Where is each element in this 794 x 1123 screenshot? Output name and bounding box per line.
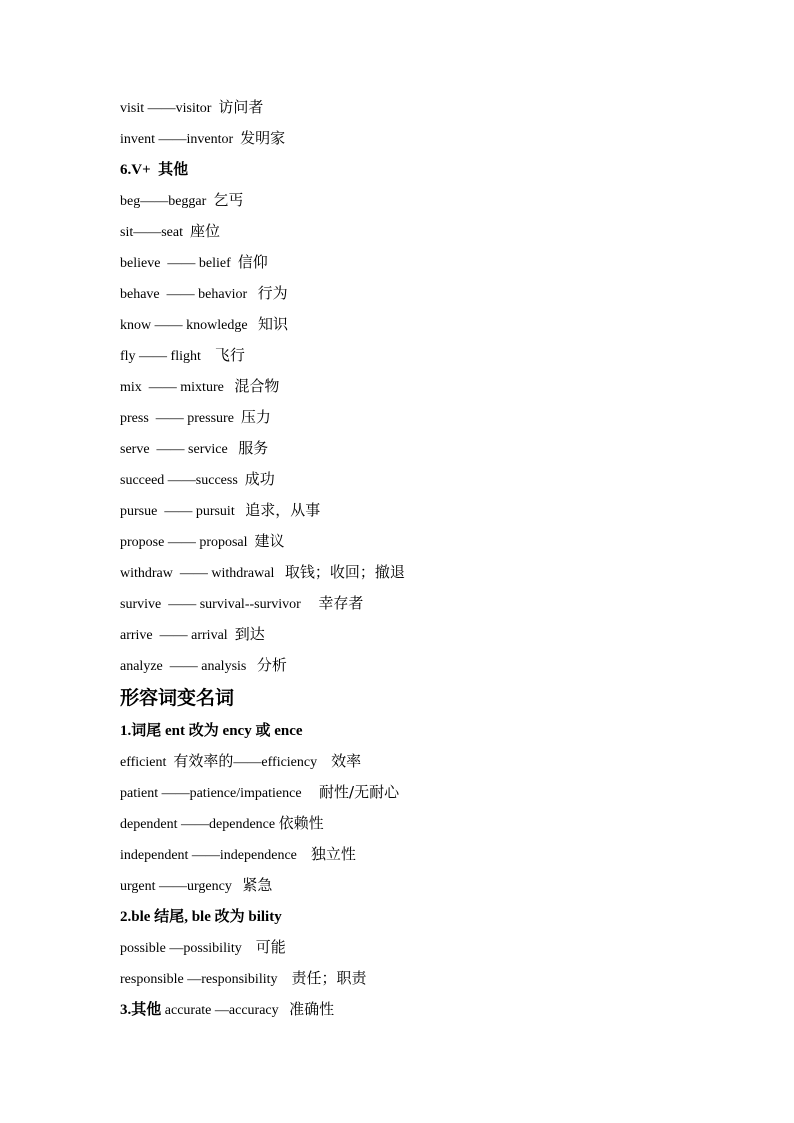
entry-chinese: 可能	[255, 938, 286, 956]
entry-chinese: 飞行	[214, 346, 245, 364]
entry-chinese: 信仰	[237, 253, 268, 271]
entry-english: behave —— behavior	[120, 287, 258, 302]
entry-line	[120, 185, 760, 216]
entry-english: succeed ——success	[120, 473, 245, 488]
entry-chinese: 混合物	[234, 377, 280, 395]
entry-line	[120, 619, 760, 650]
entry-line	[120, 557, 760, 588]
entry-line	[120, 464, 760, 495]
entry-line	[120, 495, 760, 526]
entry-line	[120, 278, 760, 309]
entry-line	[120, 650, 760, 681]
entry-chinese: 独立性	[310, 845, 356, 863]
entry-chinese: 压力	[240, 408, 271, 426]
subsection-heading-3: 3.其他 accurate —accuracy 准确性	[120, 1000, 335, 1018]
section-title: 形容词变名词	[120, 687, 235, 709]
subsection-heading-v: 6.V+ 其他	[120, 160, 189, 178]
entry-chinese: 追求，从事	[245, 501, 321, 519]
entry-english: sit——seat	[120, 225, 190, 240]
entry-chinese: 取钱；收回；撤退	[284, 563, 405, 581]
entry-english: analyze —— analysis	[120, 659, 257, 674]
entry-english: dependent ——dependence	[120, 817, 279, 832]
entry-line	[120, 746, 760, 777]
entry-line	[120, 808, 760, 839]
entry-line	[120, 309, 760, 340]
entry-line	[120, 433, 760, 464]
entry-chinese: 紧急	[242, 876, 273, 894]
entry-english: withdraw —— withdrawal	[120, 566, 285, 581]
entry-english: efficient	[120, 755, 174, 770]
subsection-heading-2: 2.ble 结尾, ble 改为 bility	[120, 907, 282, 925]
entry-english: mix —— mixture	[120, 380, 235, 395]
entry-english: fly —— flight	[120, 349, 215, 364]
entry-line	[120, 340, 760, 371]
entry-english: survive —— survival--survivor	[120, 597, 319, 612]
entry-line	[120, 588, 760, 619]
entry-line	[120, 123, 760, 154]
entry-chinese: 行为	[257, 284, 288, 302]
entry-chinese: 耐性/无耐心	[319, 783, 400, 801]
entry-line	[120, 963, 760, 994]
entry-line	[120, 839, 760, 870]
entry-line	[120, 247, 760, 278]
entry-english: beg——beggar	[120, 194, 214, 209]
entry-english: accurate —accuracy	[161, 1003, 290, 1018]
entry-chinese: 访问者	[218, 98, 264, 116]
entry-chinese: 发明家	[240, 129, 286, 147]
entry-line	[120, 402, 760, 433]
entry-chinese: 分析	[256, 656, 287, 674]
entry-english: independent ——independence	[120, 848, 311, 863]
entry-english: possible —possibility	[120, 941, 256, 956]
entry-chinese: 幸存者	[318, 594, 364, 612]
entry-chinese: 成功	[244, 470, 275, 488]
entry-english: serve —— service	[120, 442, 239, 457]
entry-chinese: 知识	[258, 315, 289, 333]
entry-chinese: 座位	[190, 222, 221, 240]
entry-english: invent ——inventor	[120, 132, 241, 147]
entry-english: propose —— proposal	[120, 535, 255, 550]
entry-english: visit ——visitor	[120, 101, 219, 116]
document-page	[120, 92, 760, 1025]
entry-chinese: 建议	[254, 532, 285, 550]
entry-line	[120, 777, 760, 808]
entry-line	[120, 526, 760, 557]
entry-chinese: 服务	[238, 439, 269, 457]
entry-english: urgent ——urgency	[120, 879, 243, 894]
subsection-heading-1: 1.词尾 ent 改为 ency 或 ence	[120, 721, 303, 739]
entry-chinese: 有效率的	[173, 752, 234, 770]
entry-chinese-2: 效率	[331, 752, 362, 770]
entry-line	[120, 216, 760, 247]
entry-english: pursue —— pursuit	[120, 504, 246, 519]
entry-english: responsible —responsibility	[120, 972, 292, 987]
entry-english: believe —— belief	[120, 256, 238, 271]
entry-line	[120, 371, 760, 402]
entry-line	[120, 870, 760, 901]
entry-line	[120, 92, 760, 123]
entry-english-2: ——efficiency	[233, 755, 332, 770]
entry-english: press —— pressure	[120, 411, 241, 426]
entry-line	[120, 932, 760, 963]
entry-chinese: 乞丐	[213, 191, 244, 209]
entry-chinese: 依赖性	[278, 814, 324, 832]
entry-english: patient ——patience/impatience	[120, 786, 320, 801]
entry-chinese: 责任；职责	[291, 969, 367, 987]
entry-chinese: 准确性	[289, 1000, 335, 1018]
entry-english: know —— knowledge	[120, 318, 259, 333]
entry-chinese: 到达	[234, 625, 265, 643]
entry-english: arrive —— arrival	[120, 628, 235, 643]
